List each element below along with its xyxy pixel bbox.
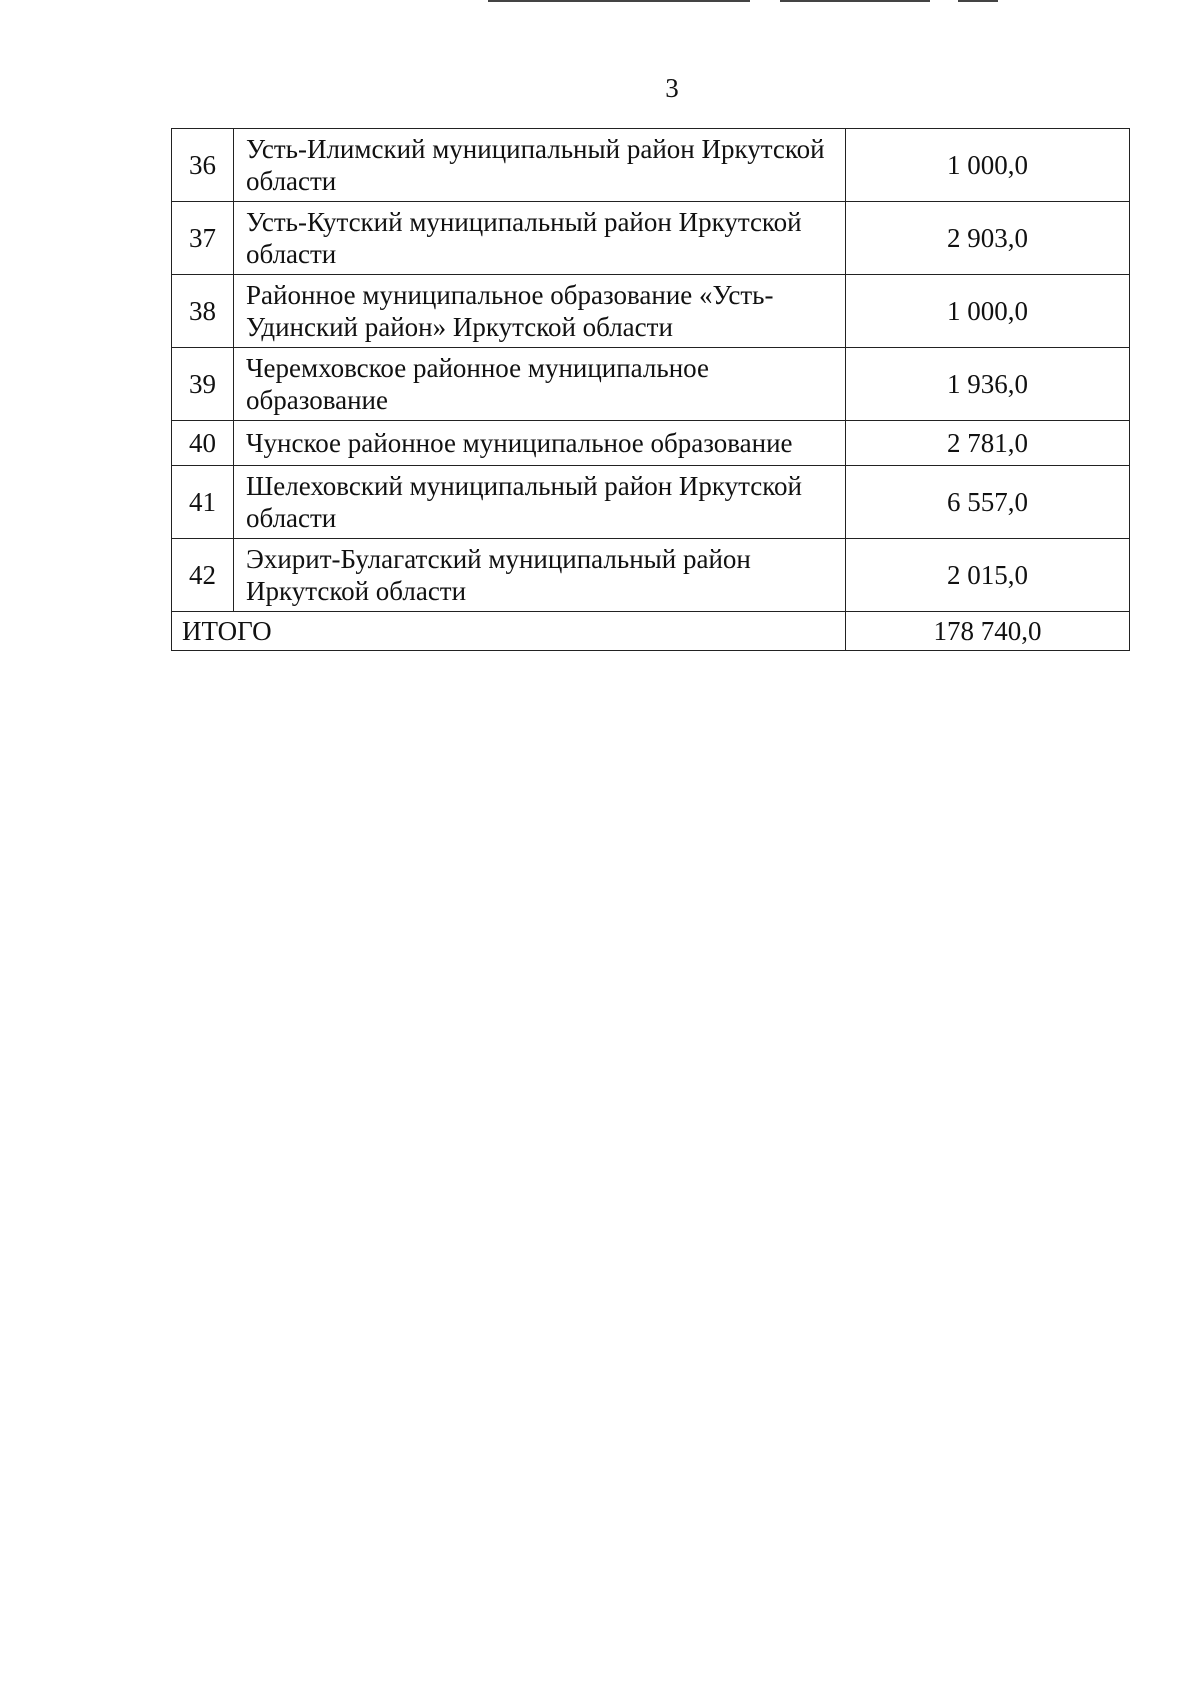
amount-value: 1 000,0	[846, 275, 1130, 348]
municipality-name: Районное муниципальное образование «Усть-Удинский район» Иркутской области	[234, 275, 846, 348]
amount-value: 2 015,0	[846, 539, 1130, 612]
table-row	[172, 348, 1130, 421]
allocation-table	[171, 128, 1130, 651]
municipality-name: Усть-Илимский муниципальный район Иркутской области	[234, 129, 846, 202]
page-number: 3	[665, 73, 679, 103]
row-number: 40	[172, 421, 234, 466]
row-number: 41	[172, 466, 234, 539]
municipality-name: Черемховское районное муниципальное образование	[234, 348, 846, 421]
municipality-name: Шелеховский муниципальный район Иркутской области	[234, 466, 846, 539]
row-number: 38	[172, 275, 234, 348]
amount-value: 6 557,0	[846, 466, 1130, 539]
amount-value: 2 781,0	[846, 421, 1130, 466]
table-row	[172, 202, 1130, 275]
top-scan-rule	[488, 0, 1018, 3]
municipality-name: Эхирит-Булагатский муниципальный район Иркутской области	[234, 539, 846, 612]
amount-value: 1 000,0	[846, 129, 1130, 202]
row-number: 37	[172, 202, 234, 275]
total-row	[172, 612, 1130, 651]
table-row	[172, 539, 1130, 612]
total-label: ИТОГО	[172, 612, 846, 651]
table-row	[172, 466, 1130, 539]
amount-value: 2 903,0	[846, 202, 1130, 275]
municipality-name: Усть-Кутский муниципальный район Иркутской области	[234, 202, 846, 275]
table-row	[172, 275, 1130, 348]
row-number: 42	[172, 539, 234, 612]
row-number: 36	[172, 129, 234, 202]
row-number: 39	[172, 348, 234, 421]
total-value: 178 740,0	[846, 612, 1130, 651]
municipality-name: Чунское районное муниципальное образование	[234, 421, 846, 466]
amount-value: 1 936,0	[846, 348, 1130, 421]
table-row	[172, 421, 1130, 466]
table-row	[172, 129, 1130, 202]
